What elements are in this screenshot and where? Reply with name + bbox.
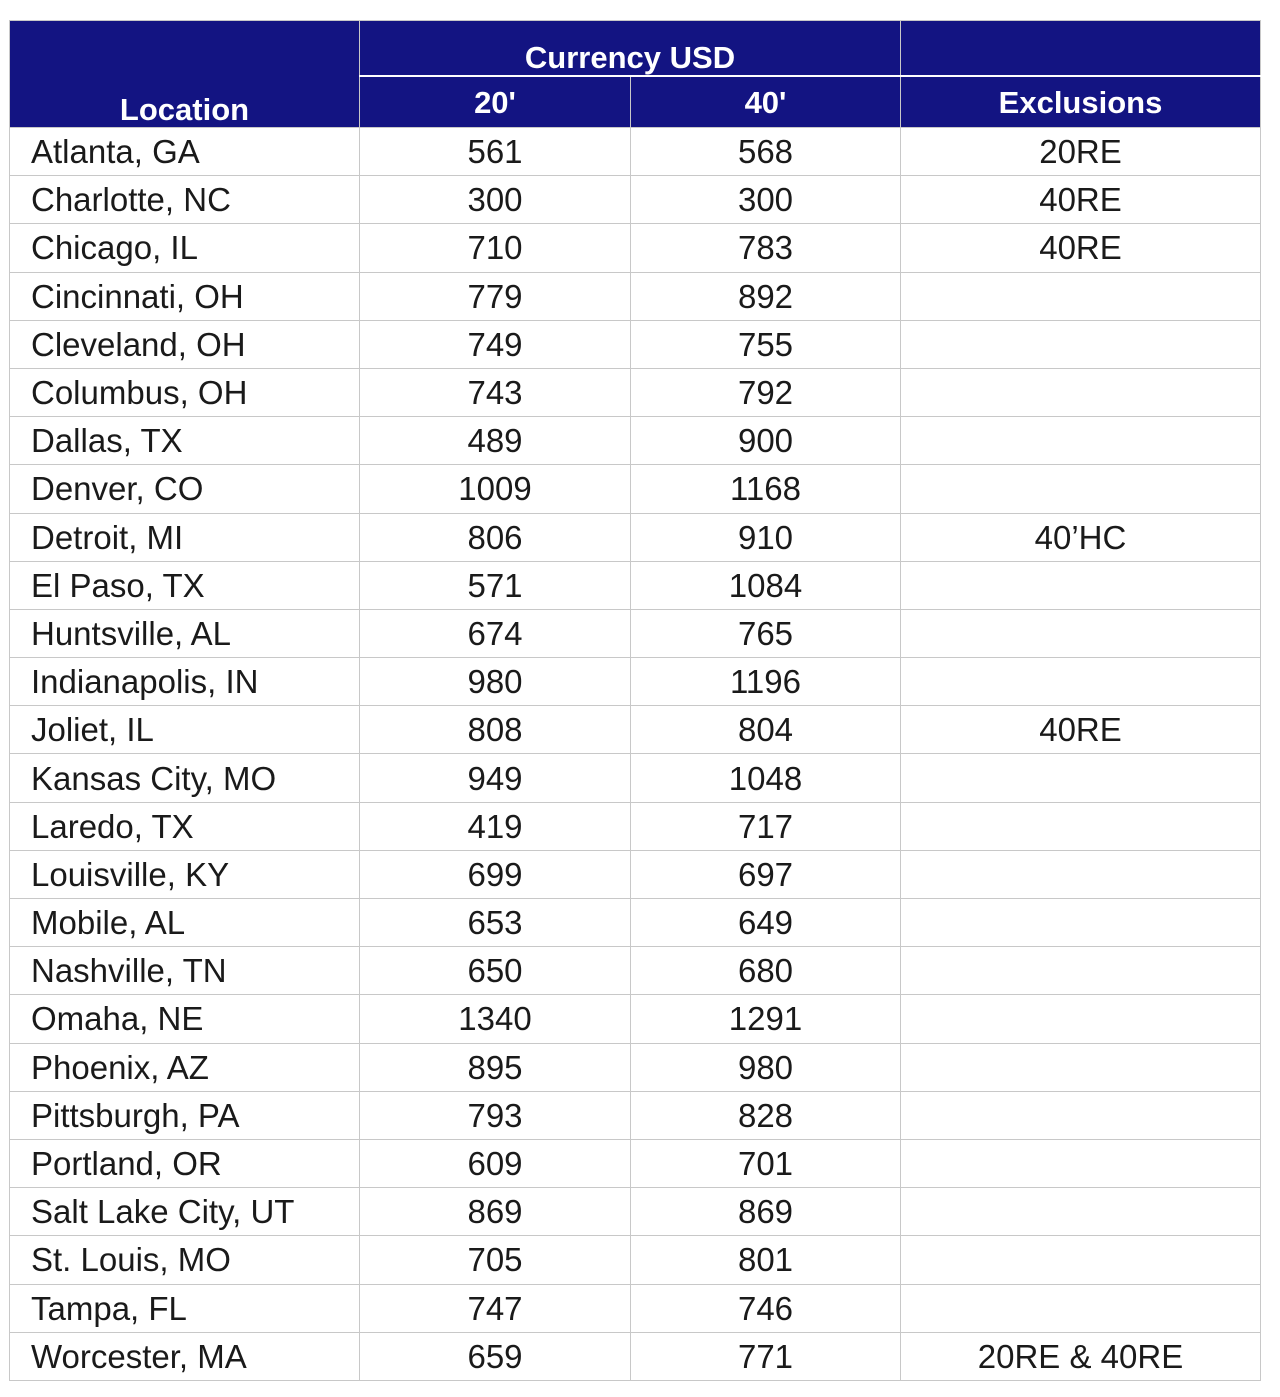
- table-row: [10, 947, 1261, 995]
- rate-40ft-cell: 771: [631, 1332, 901, 1380]
- rate-20ft-cell: 650: [360, 947, 631, 995]
- location-cell: Columbus, OH: [10, 368, 360, 416]
- rate-20ft-cell: 793: [360, 1091, 631, 1139]
- rate-20ft-cell: 561: [360, 128, 631, 176]
- location-cell: Chicago, IL: [10, 224, 360, 272]
- location-cell: Tampa, FL: [10, 1284, 360, 1332]
- location-cell: Atlanta, GA: [10, 128, 360, 176]
- table-row: [10, 128, 1261, 176]
- rate-20ft-cell: 674: [360, 609, 631, 657]
- rate-20ft-cell: 747: [360, 1284, 631, 1332]
- location-cell: Laredo, TX: [10, 802, 360, 850]
- location-cell: Indianapolis, IN: [10, 658, 360, 706]
- table-row: [10, 1236, 1261, 1284]
- exclusions-cell: [901, 1091, 1261, 1139]
- rate-40ft-cell: 1168: [631, 465, 901, 513]
- rate-40ft-cell: 804: [631, 706, 901, 754]
- header-row-top: [10, 21, 1261, 77]
- rate-40ft-cell: 900: [631, 417, 901, 465]
- rate-20ft-cell: 949: [360, 754, 631, 802]
- table-row: [10, 561, 1261, 609]
- column-header-location: Location: [10, 21, 360, 128]
- rate-40ft-cell: 869: [631, 1188, 901, 1236]
- rate-40ft-cell: 1084: [631, 561, 901, 609]
- exclusions-cell: 20RE: [901, 128, 1261, 176]
- rate-20ft-cell: 1009: [360, 465, 631, 513]
- rate-20ft-cell: 749: [360, 320, 631, 368]
- exclusions-cell: 40RE: [901, 176, 1261, 224]
- rate-20ft-cell: 300: [360, 176, 631, 224]
- location-cell: Mobile, AL: [10, 899, 360, 947]
- exclusions-cell: [901, 272, 1261, 320]
- column-group-currency: Currency USD: [360, 21, 901, 77]
- table-row: [10, 224, 1261, 272]
- rate-40ft-cell: 746: [631, 1284, 901, 1332]
- rate-20ft-cell: 806: [360, 513, 631, 561]
- rate-40ft-cell: 1196: [631, 658, 901, 706]
- location-cell: Joliet, IL: [10, 706, 360, 754]
- exclusions-cell: [901, 754, 1261, 802]
- location-cell: Dallas, TX: [10, 417, 360, 465]
- location-cell: Detroit, MI: [10, 513, 360, 561]
- table-row: [10, 272, 1261, 320]
- location-cell: Phoenix, AZ: [10, 1043, 360, 1091]
- location-cell: Pittsburgh, PA: [10, 1091, 360, 1139]
- rate-40ft-cell: 680: [631, 947, 901, 995]
- location-cell: Worcester, MA: [10, 1332, 360, 1380]
- table-body: [10, 128, 1261, 1381]
- location-cell: Charlotte, NC: [10, 176, 360, 224]
- rate-40ft-cell: 801: [631, 1236, 901, 1284]
- exclusions-cell: [901, 1043, 1261, 1091]
- rate-20ft-cell: 609: [360, 1139, 631, 1187]
- table-row: [10, 1091, 1261, 1139]
- exclusions-cell: [901, 802, 1261, 850]
- location-cell: Huntsville, AL: [10, 609, 360, 657]
- table-row: [10, 1043, 1261, 1091]
- exclusions-cell: [901, 899, 1261, 947]
- rate-40ft-cell: 980: [631, 1043, 901, 1091]
- rate-20ft-cell: 571: [360, 561, 631, 609]
- table-row: [10, 1284, 1261, 1332]
- table-row: [10, 658, 1261, 706]
- exclusions-cell: [901, 995, 1261, 1043]
- exclusions-cell: [901, 320, 1261, 368]
- rate-20ft-cell: 710: [360, 224, 631, 272]
- rate-40ft-cell: 910: [631, 513, 901, 561]
- rate-40ft-cell: 783: [631, 224, 901, 272]
- table-row: [10, 1332, 1261, 1380]
- rate-20ft-cell: 419: [360, 802, 631, 850]
- column-header-exclusions: Exclusions: [901, 76, 1261, 128]
- rate-20ft-cell: 659: [360, 1332, 631, 1380]
- rate-20ft-cell: 705: [360, 1236, 631, 1284]
- rate-40ft-cell: 792: [631, 368, 901, 416]
- exclusions-cell: 40RE: [901, 224, 1261, 272]
- table-header: [10, 21, 1261, 128]
- exclusions-cell: 40’HC: [901, 513, 1261, 561]
- rate-40ft-cell: 828: [631, 1091, 901, 1139]
- column-header-20ft: 20': [360, 76, 631, 128]
- rate-20ft-cell: 895: [360, 1043, 631, 1091]
- rate-40ft-cell: 697: [631, 850, 901, 898]
- exclusions-cell: [901, 947, 1261, 995]
- table-row: [10, 609, 1261, 657]
- rate-20ft-cell: 743: [360, 368, 631, 416]
- exclusions-cell: [901, 465, 1261, 513]
- table-row: [10, 706, 1261, 754]
- rate-40ft-cell: 649: [631, 899, 901, 947]
- location-cell: Kansas City, MO: [10, 754, 360, 802]
- rate-20ft-cell: 808: [360, 706, 631, 754]
- exclusions-cell: [901, 1188, 1261, 1236]
- rate-40ft-cell: 568: [631, 128, 901, 176]
- table-row: [10, 465, 1261, 513]
- table-row: [10, 176, 1261, 224]
- exclusions-cell: [901, 658, 1261, 706]
- table-row: [10, 1188, 1261, 1236]
- rate-40ft-cell: 300: [631, 176, 901, 224]
- exclusions-cell: [901, 850, 1261, 898]
- table-row: [10, 513, 1261, 561]
- rates-table: [9, 20, 1261, 1381]
- table-row: [10, 802, 1261, 850]
- rate-40ft-cell: 755: [631, 320, 901, 368]
- rate-40ft-cell: 717: [631, 802, 901, 850]
- location-cell: Cleveland, OH: [10, 320, 360, 368]
- table-row: [10, 417, 1261, 465]
- exclusions-cell: [901, 417, 1261, 465]
- exclusions-cell: [901, 1284, 1261, 1332]
- location-cell: Louisville, KY: [10, 850, 360, 898]
- table-row: [10, 899, 1261, 947]
- rate-40ft-cell: 765: [631, 609, 901, 657]
- location-cell: Salt Lake City, UT: [10, 1188, 360, 1236]
- rate-40ft-cell: 1291: [631, 995, 901, 1043]
- rate-20ft-cell: 980: [360, 658, 631, 706]
- location-cell: Nashville, TN: [10, 947, 360, 995]
- rate-20ft-cell: 779: [360, 272, 631, 320]
- location-cell: St. Louis, MO: [10, 1236, 360, 1284]
- location-cell: Portland, OR: [10, 1139, 360, 1187]
- table-row: [10, 368, 1261, 416]
- rate-20ft-cell: 489: [360, 417, 631, 465]
- location-cell: Cincinnati, OH: [10, 272, 360, 320]
- rate-40ft-cell: 1048: [631, 754, 901, 802]
- column-header-blank: [901, 21, 1261, 77]
- exclusions-cell: 20RE & 40RE: [901, 1332, 1261, 1380]
- table-row: [10, 754, 1261, 802]
- rate-20ft-cell: 1340: [360, 995, 631, 1043]
- location-cell: Omaha, NE: [10, 995, 360, 1043]
- location-cell: Denver, CO: [10, 465, 360, 513]
- exclusions-cell: [901, 609, 1261, 657]
- table-row: [10, 320, 1261, 368]
- rate-40ft-cell: 892: [631, 272, 901, 320]
- exclusions-cell: [901, 561, 1261, 609]
- exclusions-cell: [901, 368, 1261, 416]
- exclusions-cell: [901, 1236, 1261, 1284]
- rate-40ft-cell: 701: [631, 1139, 901, 1187]
- rate-20ft-cell: 699: [360, 850, 631, 898]
- rate-20ft-cell: 869: [360, 1188, 631, 1236]
- table-row: [10, 995, 1261, 1043]
- location-cell: El Paso, TX: [10, 561, 360, 609]
- table-row: [10, 1139, 1261, 1187]
- table-row: [10, 850, 1261, 898]
- exclusions-cell: [901, 1139, 1261, 1187]
- exclusions-cell: 40RE: [901, 706, 1261, 754]
- column-header-40ft: 40': [631, 76, 901, 128]
- rate-20ft-cell: 653: [360, 899, 631, 947]
